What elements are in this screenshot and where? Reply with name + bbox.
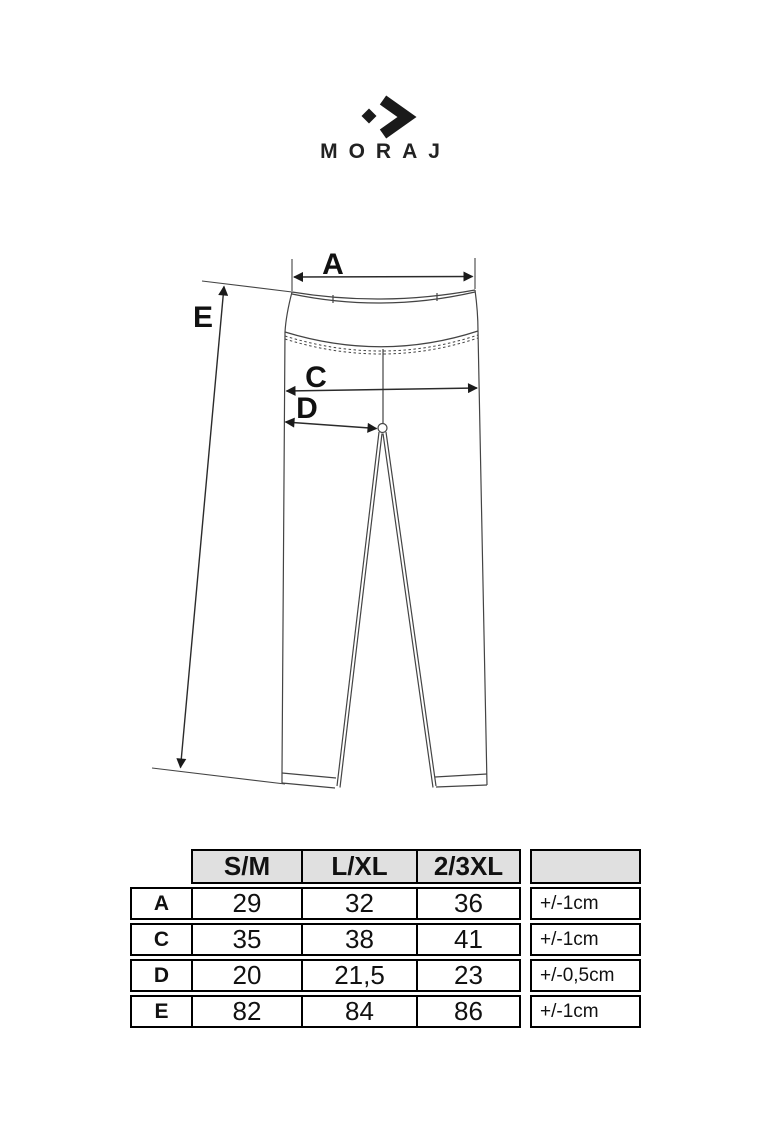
measurement-labels (193, 248, 344, 425)
size-value-cell: 21,5 (301, 959, 418, 992)
waistband-stitch-line-2 (285, 338, 478, 354)
column-gap (521, 849, 530, 884)
size-table (130, 849, 641, 1031)
waistband-stitch-line-1 (285, 335, 478, 351)
left-inseam-inner (340, 434, 382, 788)
column-gap (521, 959, 530, 992)
table-row-a (130, 887, 641, 920)
right-inseam-outer (386, 432, 436, 786)
column-gap (521, 923, 530, 956)
extension-lines (152, 258, 475, 784)
measure-label-d: D (296, 392, 318, 425)
tolerance-cell: +/-1cm (530, 887, 641, 920)
size-value-cell: 86 (416, 995, 521, 1028)
col-header-lxl: L/XL (301, 849, 418, 884)
measure-label-a: A (322, 248, 344, 281)
measure-arrow-e (181, 287, 225, 768)
measure-arrow-a (294, 277, 473, 278)
size-value-cell: 29 (191, 887, 303, 920)
size-value-cell: 36 (416, 887, 521, 920)
row-label-cell: E (130, 995, 193, 1028)
size-value-cell: 23 (416, 959, 521, 992)
tolerance-cell: +/-0,5cm (530, 959, 641, 992)
row-label-cell: A (130, 887, 193, 920)
brand-name: MORAJ (320, 140, 451, 163)
table-corner-blank (130, 849, 193, 884)
ext-line-e-bottom (152, 768, 285, 784)
right-hem-bottom (436, 785, 487, 787)
crotch-point (378, 424, 387, 433)
tolerance-cell: +/-1cm (530, 923, 641, 956)
table-row-d (130, 959, 641, 992)
size-value-cell: 35 (191, 923, 303, 956)
table-header-row (130, 849, 641, 884)
col-header-tolerance-blank (530, 849, 641, 884)
size-value-cell: 20 (191, 959, 303, 992)
col-header-23xl: 2/3XL (416, 849, 521, 884)
size-value-cell: 82 (191, 995, 303, 1028)
right-outer-seam (475, 290, 487, 785)
table-row-e (130, 995, 641, 1028)
size-value-cell: 38 (301, 923, 418, 956)
right-hem-cuff (435, 774, 487, 777)
waistband-inner-edge (292, 292, 475, 303)
column-gap (521, 995, 530, 1028)
left-hem-cuff (282, 773, 336, 778)
row-label-cell: D (130, 959, 193, 992)
measure-label-e: E (192, 301, 214, 334)
size-value-cell: 41 (416, 923, 521, 956)
measure-label-c: C (305, 361, 327, 394)
left-inseam-outer (337, 432, 379, 786)
left-hem-bottom (282, 783, 335, 788)
measurement-arrows (181, 277, 478, 768)
col-header-sm: S/M (191, 849, 303, 884)
row-label-cell: C (130, 923, 193, 956)
table-row-c (130, 923, 641, 956)
waistband-bottom-edge (285, 331, 478, 347)
tolerance-cell: +/-1cm (530, 995, 641, 1028)
left-outer-seam (282, 292, 292, 783)
column-gap (521, 887, 530, 920)
size-value-cell: 84 (301, 995, 418, 1028)
ext-line-e-top (202, 281, 292, 292)
size-value-cell: 32 (301, 887, 418, 920)
right-inseam-inner (383, 434, 433, 788)
